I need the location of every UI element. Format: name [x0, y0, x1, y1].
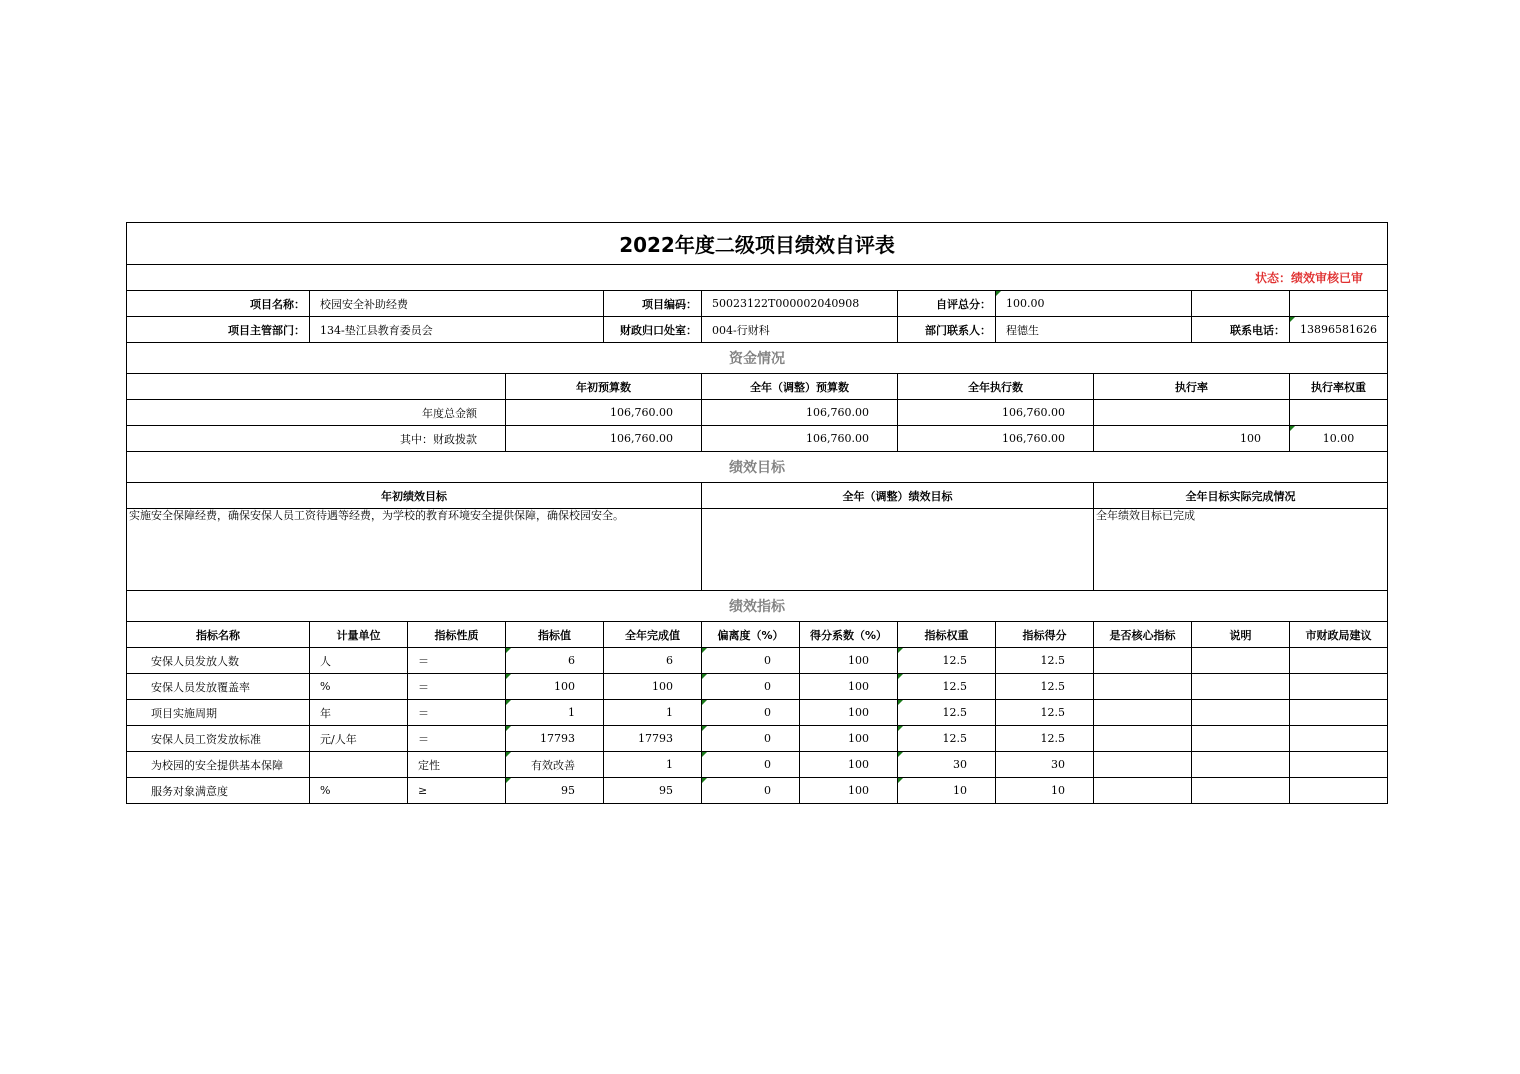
- ind-nature: ＝: [408, 700, 506, 726]
- ind-advice: [1290, 700, 1388, 726]
- ind-header-name: 指标名称: [127, 622, 310, 648]
- table-row: [127, 674, 1388, 700]
- contact-value: 程德生: [996, 317, 1192, 343]
- ind-coef: 100: [800, 752, 898, 778]
- ind-nature: 定性: [408, 752, 506, 778]
- ind-header-core: 是否核心指标: [1094, 622, 1192, 648]
- ind-weight: 10: [898, 778, 996, 804]
- ind-note: [1192, 726, 1290, 752]
- funds-header-weight: 执行率权重: [1290, 374, 1388, 400]
- table-row: [127, 648, 1388, 674]
- ind-coef: 100: [800, 648, 898, 674]
- ind-header-value: 指标值: [506, 622, 604, 648]
- self-score-value: 100.00: [996, 291, 1192, 317]
- ind-dev: 0: [702, 778, 800, 804]
- funds-row-initial: 106,760.00: [506, 400, 702, 426]
- ind-weight: 12.5: [898, 648, 996, 674]
- funds-header-initial: 年初预算数: [506, 374, 702, 400]
- funds-row-executed: 106,760.00: [898, 426, 1094, 452]
- ind-dev: 0: [702, 752, 800, 778]
- finance-office-label: 财政归口处室：: [604, 317, 702, 343]
- empty-cell: [1192, 291, 1290, 317]
- project-name-value: 校园安全补助经费: [310, 291, 604, 317]
- table-row: [127, 700, 1388, 726]
- ind-core: [1094, 778, 1192, 804]
- goals-header-actual: 全年目标实际完成情况: [1094, 483, 1388, 509]
- ind-name: 安保人员发放覆盖率: [127, 674, 310, 700]
- ind-weight: 12.5: [898, 700, 996, 726]
- ind-value: 100: [506, 674, 604, 700]
- ind-core: [1094, 752, 1192, 778]
- ind-nature: ＝: [408, 674, 506, 700]
- ind-score: 10: [996, 778, 1094, 804]
- ind-note: [1192, 700, 1290, 726]
- funds-header-executed: 全年执行数: [898, 374, 1094, 400]
- funds-row: [127, 400, 1388, 426]
- ind-unit: 年: [310, 700, 408, 726]
- ind-header-note: 说明: [1192, 622, 1290, 648]
- ind-name: 为校园的安全提供基本保障: [127, 752, 310, 778]
- ind-done: 6: [604, 648, 702, 674]
- funds-header-blank: [127, 374, 506, 400]
- status-badge: 状态：绩效审核已审: [127, 265, 1388, 291]
- ind-unit: 人: [310, 648, 408, 674]
- dept-label: 项目主管部门：: [127, 317, 310, 343]
- funds-row-rate: 100: [1094, 426, 1290, 452]
- funds-row-adjusted: 106,760.00: [702, 426, 898, 452]
- goals-section-title: 绩效目标: [127, 452, 1388, 483]
- ind-value: 1: [506, 700, 604, 726]
- self-score-label: 自评总分：: [898, 291, 996, 317]
- ind-note: [1192, 648, 1290, 674]
- table-row: [127, 752, 1388, 778]
- ind-dev: 0: [702, 648, 800, 674]
- ind-advice: [1290, 726, 1388, 752]
- finance-office-value: 004-行财科: [702, 317, 898, 343]
- ind-core: [1094, 700, 1192, 726]
- ind-dev: 0: [702, 700, 800, 726]
- indicators-section-title: 绩效指标: [127, 591, 1388, 622]
- goals-header-initial: 年初绩效目标: [127, 483, 702, 509]
- ind-nature: ＝: [408, 648, 506, 674]
- funds-header-rate: 执行率: [1094, 374, 1290, 400]
- project-code-value: 50023122T000002040908: [702, 291, 898, 317]
- self-evaluation-sheet: [126, 222, 1388, 804]
- funds-row-executed: 106,760.00: [898, 400, 1094, 426]
- table-row: [127, 726, 1388, 752]
- ind-value: 95: [506, 778, 604, 804]
- ind-header-advice: 市财政局建议: [1290, 622, 1388, 648]
- ind-value: 6: [506, 648, 604, 674]
- funds-row-initial: 106,760.00: [506, 426, 702, 452]
- ind-advice: [1290, 778, 1388, 804]
- ind-header-done: 全年完成值: [604, 622, 702, 648]
- ind-nature: ≥: [408, 778, 506, 804]
- ind-coef: 100: [800, 778, 898, 804]
- ind-note: [1192, 752, 1290, 778]
- project-name-label: 项目名称：: [127, 291, 310, 317]
- page-title: 2022年度二级项目绩效自评表: [127, 223, 1388, 265]
- funds-row-adjusted: 106,760.00: [702, 400, 898, 426]
- ind-score: 30: [996, 752, 1094, 778]
- ind-done: 17793: [604, 726, 702, 752]
- ind-header-dev: 偏离度（%）: [702, 622, 800, 648]
- ind-weight: 30: [898, 752, 996, 778]
- dept-value: 134-垫江县教育委员会: [310, 317, 604, 343]
- ind-done: 95: [604, 778, 702, 804]
- ind-note: [1192, 674, 1290, 700]
- contact-label: 部门联系人：: [898, 317, 996, 343]
- funds-row-rate: [1094, 400, 1290, 426]
- funds-row-weight: [1290, 400, 1388, 426]
- ind-nature: ＝: [408, 726, 506, 752]
- ind-coef: 100: [800, 700, 898, 726]
- goal-actual-text: 全年绩效目标已完成: [1094, 509, 1388, 591]
- ind-weight: 12.5: [898, 726, 996, 752]
- funds-row-label: 其中：财政拨款: [127, 426, 506, 452]
- funds-section-title: 资金情况: [127, 343, 1388, 374]
- ind-dev: 0: [702, 674, 800, 700]
- phone-value: 13896581626: [1290, 317, 1388, 343]
- ind-core: [1094, 674, 1192, 700]
- ind-done: 1: [604, 700, 702, 726]
- ind-unit: [310, 752, 408, 778]
- project-code-label: 项目编码：: [604, 291, 702, 317]
- ind-header-unit: 计量单位: [310, 622, 408, 648]
- ind-value: 有效改善: [506, 752, 604, 778]
- ind-score: 12.5: [996, 700, 1094, 726]
- ind-name: 服务对象满意度: [127, 778, 310, 804]
- ind-note: [1192, 778, 1290, 804]
- ind-coef: 100: [800, 674, 898, 700]
- funds-header-adjusted: 全年（调整）预算数: [702, 374, 898, 400]
- ind-core: [1094, 726, 1192, 752]
- empty-cell: [1290, 291, 1388, 317]
- ind-header-score: 指标得分: [996, 622, 1094, 648]
- funds-row-weight: 10.00: [1290, 426, 1388, 452]
- funds-row: [127, 426, 1388, 452]
- ind-score: 12.5: [996, 674, 1094, 700]
- ind-weight: 12.5: [898, 674, 996, 700]
- goal-initial-text: 实施安全保障经费，确保安保人员工资待遇等经费，为学校的教育环境安全提供保障，确保校园安全。: [127, 509, 702, 591]
- ind-unit: %: [310, 778, 408, 804]
- ind-unit: 元/人年: [310, 726, 408, 752]
- ind-advice: [1290, 674, 1388, 700]
- ind-advice: [1290, 648, 1388, 674]
- ind-unit: %: [310, 674, 408, 700]
- ind-name: 安保人员发放人数: [127, 648, 310, 674]
- ind-advice: [1290, 752, 1388, 778]
- goal-adjusted-text: [702, 509, 1094, 591]
- table-row: [127, 778, 1388, 804]
- goals-header-adjusted: 全年（调整）绩效目标: [702, 483, 1094, 509]
- ind-header-coef: 得分系数（%）: [800, 622, 898, 648]
- ind-value: 17793: [506, 726, 604, 752]
- ind-name: 项目实施周期: [127, 700, 310, 726]
- ind-score: 12.5: [996, 726, 1094, 752]
- ind-coef: 100: [800, 726, 898, 752]
- ind-core: [1094, 648, 1192, 674]
- ind-header-nature: 指标性质: [408, 622, 506, 648]
- ind-done: 1: [604, 752, 702, 778]
- ind-header-weight: 指标权重: [898, 622, 996, 648]
- ind-dev: 0: [702, 726, 800, 752]
- ind-name: 安保人员工资发放标准: [127, 726, 310, 752]
- funds-row-label: 年度总金额: [127, 400, 506, 426]
- phone-label: 联系电话：: [1192, 317, 1290, 343]
- ind-score: 12.5: [996, 648, 1094, 674]
- ind-done: 100: [604, 674, 702, 700]
